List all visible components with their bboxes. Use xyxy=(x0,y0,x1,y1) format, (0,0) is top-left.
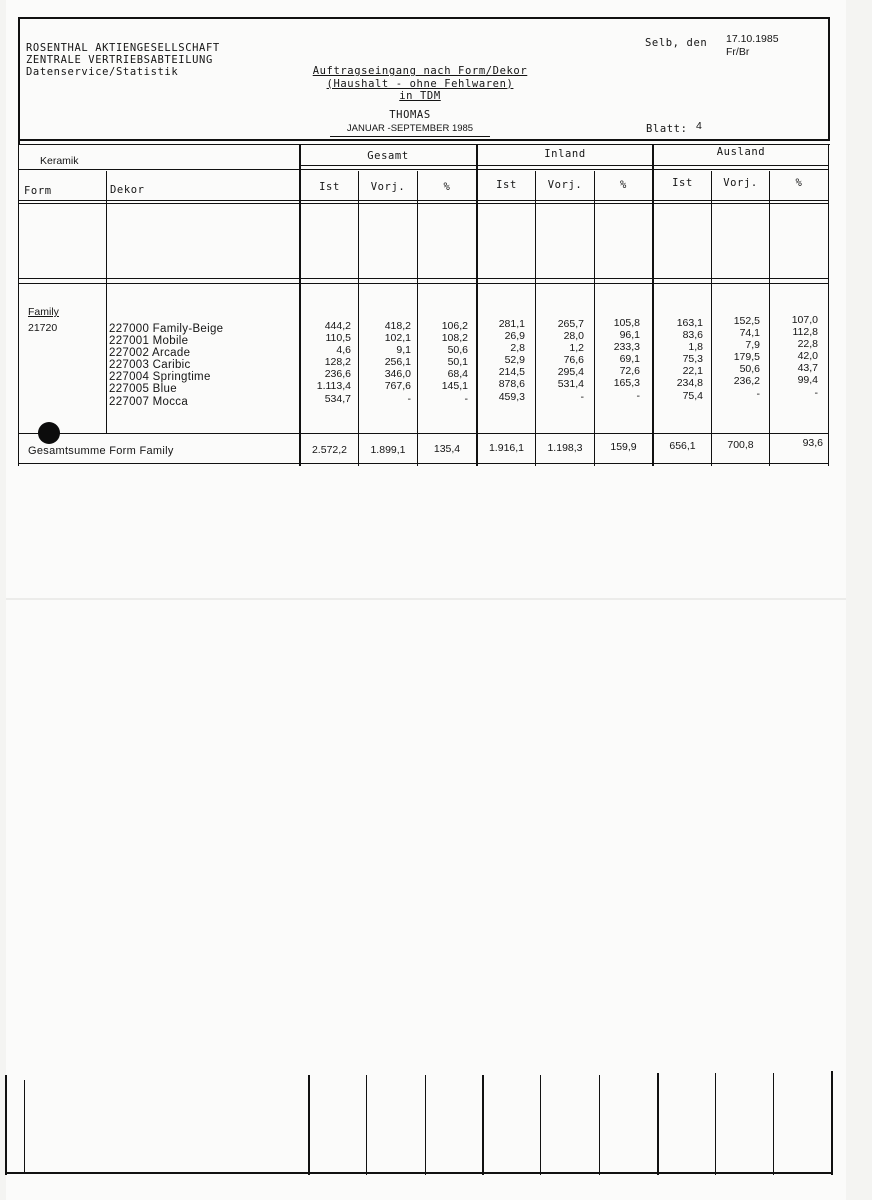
cell-g-pct-row-3: 50,1 xyxy=(447,356,468,369)
author-initials: Fr/Br xyxy=(726,46,750,58)
cell-dekor-row-1: 227001 Mobile xyxy=(109,335,189,348)
dekor-column xyxy=(109,323,223,408)
group-header-gesamt: Gesamt xyxy=(367,150,409,162)
cell-i-pct-row-4: 72,6 xyxy=(619,365,640,378)
total-inland-vorj: 1.198,3 xyxy=(547,442,583,454)
cell-i-vorj-row-6: - xyxy=(580,390,584,403)
cell-a-pct-row-2: 22,8 xyxy=(797,338,818,351)
gesamt-pct-column xyxy=(418,320,468,405)
cell-g-ist-row-4: 236,6 xyxy=(324,368,351,381)
cell-g-vorj-row-6: - xyxy=(407,392,411,405)
ausland-ist-column xyxy=(654,317,703,402)
total-ausland-vorj: 700,8 xyxy=(727,439,754,451)
total-ausland-pct: 93,6 xyxy=(802,437,823,449)
place-label: Selb, den xyxy=(645,37,708,49)
cell-g-ist-row-1: 110,5 xyxy=(325,332,351,345)
cell-a-vorj-row-0: 152,5 xyxy=(733,315,760,327)
cell-a-vorj-row-1: 74,1 xyxy=(739,327,760,340)
cell-a-ist-row-0: 163,1 xyxy=(676,317,703,329)
cell-a-ist-row-2: 1,8 xyxy=(688,341,703,354)
cell-g-ist-row-5: 1.113,4 xyxy=(316,380,351,393)
cell-g-vorj-row-5: 767,6 xyxy=(384,380,411,393)
cell-g-ist-row-6: 534,7 xyxy=(324,392,351,405)
cell-a-pct-row-3: 42,0 xyxy=(797,350,818,363)
gesamt-ist-column xyxy=(300,320,351,405)
cell-g-pct-row-6: - xyxy=(464,392,468,405)
col-header-dekor: Dekor xyxy=(110,184,145,196)
sheet-label: Blatt: xyxy=(646,123,688,135)
cell-i-vorj-row-1: 28,0 xyxy=(563,330,584,343)
cell-i-ist-row-5: 878,6 xyxy=(498,378,525,391)
document-date: 17.10.1985 xyxy=(726,33,779,45)
group-header-inland: Inland xyxy=(544,148,586,160)
cell-dekor-row-0: 227000 Family-Beige xyxy=(109,323,224,335)
cell-i-pct-row-6: - xyxy=(636,389,640,402)
col-header-inland-pct: % xyxy=(620,179,627,191)
cell-a-pct-row-5: 99,4 xyxy=(797,374,818,387)
cell-g-ist-row-0: 444,2 xyxy=(324,320,351,332)
total-gesamt-vorj: 1.899,1 xyxy=(370,444,406,456)
cell-g-pct-row-4: 68,4 xyxy=(447,368,468,381)
cell-g-vorj-row-0: 418,2 xyxy=(384,320,411,332)
inland-ist-column xyxy=(478,318,525,403)
cell-i-ist-row-2: 2,8 xyxy=(510,342,525,355)
cell-i-ist-row-6: 459,3 xyxy=(498,390,525,403)
col-header-gesamt-vorj: Vorj. xyxy=(370,181,406,193)
gesamt-vorj-column xyxy=(359,320,411,405)
cell-a-vorj-row-5: 236,2 xyxy=(733,375,760,388)
cell-g-ist-row-3: 128,2 xyxy=(324,356,351,369)
group-header-ausland: Ausland xyxy=(716,146,766,158)
cell-i-pct-row-5: 165,3 xyxy=(613,377,640,390)
title-line-1: Auftragseingang nach Form/Dekor xyxy=(312,65,528,77)
cell-a-pct-row-0: 107,0 xyxy=(791,314,818,326)
cell-dekor-row-6: 227007 Mocca xyxy=(109,395,189,408)
cell-a-vorj-row-4: 50,6 xyxy=(739,363,760,376)
cell-g-pct-row-0: 106,2 xyxy=(441,320,468,332)
title-line-3: in TDM xyxy=(399,90,441,102)
form-name: Family xyxy=(28,306,59,318)
cell-g-vorj-row-2: 9,1 xyxy=(396,344,411,357)
cell-dekor-row-3: 227003 Caribic xyxy=(109,359,191,372)
cell-i-pct-row-3: 69,1 xyxy=(619,353,640,366)
sheet-number: 4 xyxy=(696,120,702,132)
total-gesamt-ist: 2.572,2 xyxy=(311,444,348,456)
report-period: JANUAR -SEPTEMBER 1985 xyxy=(346,123,474,134)
cell-i-vorj-row-5: 531,4 xyxy=(557,378,584,391)
cell-i-pct-row-0: 105,8 xyxy=(613,317,640,329)
cell-a-vorj-row-2: 7,9 xyxy=(745,339,760,352)
total-inland-pct: 159,9 xyxy=(610,441,637,453)
cell-a-ist-row-6: 75,4 xyxy=(682,389,703,402)
cell-g-vorj-row-1: 102,1 xyxy=(384,332,411,345)
fold-crease xyxy=(6,598,846,600)
total-label: Gesamtsumme Form Family xyxy=(28,445,174,457)
col-header-gesamt-ist: Ist xyxy=(319,181,340,193)
total-inland-ist: 1.916,1 xyxy=(488,442,525,454)
total-ausland-ist: 656,1 xyxy=(669,440,696,452)
company-block xyxy=(26,42,220,78)
cell-g-pct-row-5: 145,1 xyxy=(441,380,468,393)
category-label: Keramik xyxy=(40,155,79,167)
cell-i-vorj-row-4: 295,4 xyxy=(557,366,584,379)
cell-i-pct-row-2: 233,3 xyxy=(613,341,640,354)
col-header-form: Form xyxy=(24,185,52,197)
form-number: 21720 xyxy=(28,322,58,334)
cell-i-vorj-row-3: 76,6 xyxy=(563,354,584,367)
cell-i-ist-row-3: 52,9 xyxy=(504,354,525,367)
company-name: ROSENTHAL AKTIENGESELLSCHAFT xyxy=(26,42,220,54)
inland-vorj-column xyxy=(536,318,584,403)
cell-g-vorj-row-4: 346,0 xyxy=(384,368,411,381)
punch-hole xyxy=(38,422,60,444)
cell-i-vorj-row-0: 265,7 xyxy=(557,318,584,330)
cell-i-ist-row-4: 214,5 xyxy=(498,366,525,379)
cell-a-vorj-row-6: - xyxy=(756,387,760,400)
col-header-ausland-vorj: Vorj. xyxy=(723,177,758,189)
cell-a-ist-row-5: 234,8 xyxy=(676,377,703,390)
cell-i-pct-row-1: 96,1 xyxy=(619,329,640,342)
ausland-vorj-column xyxy=(712,315,760,400)
ausland-pct-column xyxy=(770,314,818,399)
report-title xyxy=(290,65,550,103)
total-gesamt-pct: 135,4 xyxy=(433,443,461,455)
cell-a-pct-row-1: 112,8 xyxy=(792,326,818,339)
cell-a-pct-row-6: - xyxy=(814,386,818,399)
title-line-2: (Haushalt - ohne Fehlwaren) xyxy=(326,77,514,90)
col-header-ausland-pct: % xyxy=(795,177,803,189)
cell-i-ist-row-0: 281,1 xyxy=(498,318,525,330)
sales-person: THOMAS xyxy=(389,109,431,121)
cell-dekor-row-5: 227005 Blue xyxy=(109,383,177,396)
cell-a-ist-row-3: 75,3 xyxy=(682,353,703,366)
col-header-ausland-ist: Ist xyxy=(672,177,693,189)
inland-pct-column xyxy=(595,317,640,402)
col-header-gesamt-pct: % xyxy=(443,181,451,193)
cell-a-vorj-row-3: 179,5 xyxy=(733,351,760,364)
cell-dekor-row-4: 227004 Springtime xyxy=(109,371,211,384)
cell-a-ist-row-4: 22,1 xyxy=(682,365,703,378)
col-header-inland-vorj: Vorj. xyxy=(547,179,583,191)
cell-g-vorj-row-3: 256,1 xyxy=(384,356,411,369)
cell-i-vorj-row-2: 1,2 xyxy=(569,342,584,355)
cell-dekor-row-2: 227002 Arcade xyxy=(109,347,191,360)
cell-a-pct-row-4: 43,7 xyxy=(797,362,818,375)
col-header-inland-ist: Ist xyxy=(496,179,517,191)
cell-i-ist-row-1: 26,9 xyxy=(504,330,525,343)
department-name: ZENTRALE VERTRIEBSABTEILUNG xyxy=(26,54,213,66)
cell-g-pct-row-2: 50,6 xyxy=(447,344,468,357)
cell-g-pct-row-1: 108,2 xyxy=(441,332,468,345)
division-name: Datenservice/Statistik xyxy=(26,66,179,78)
cell-g-ist-row-2: 4,6 xyxy=(336,344,351,357)
cell-a-ist-row-1: 83,6 xyxy=(682,329,703,342)
